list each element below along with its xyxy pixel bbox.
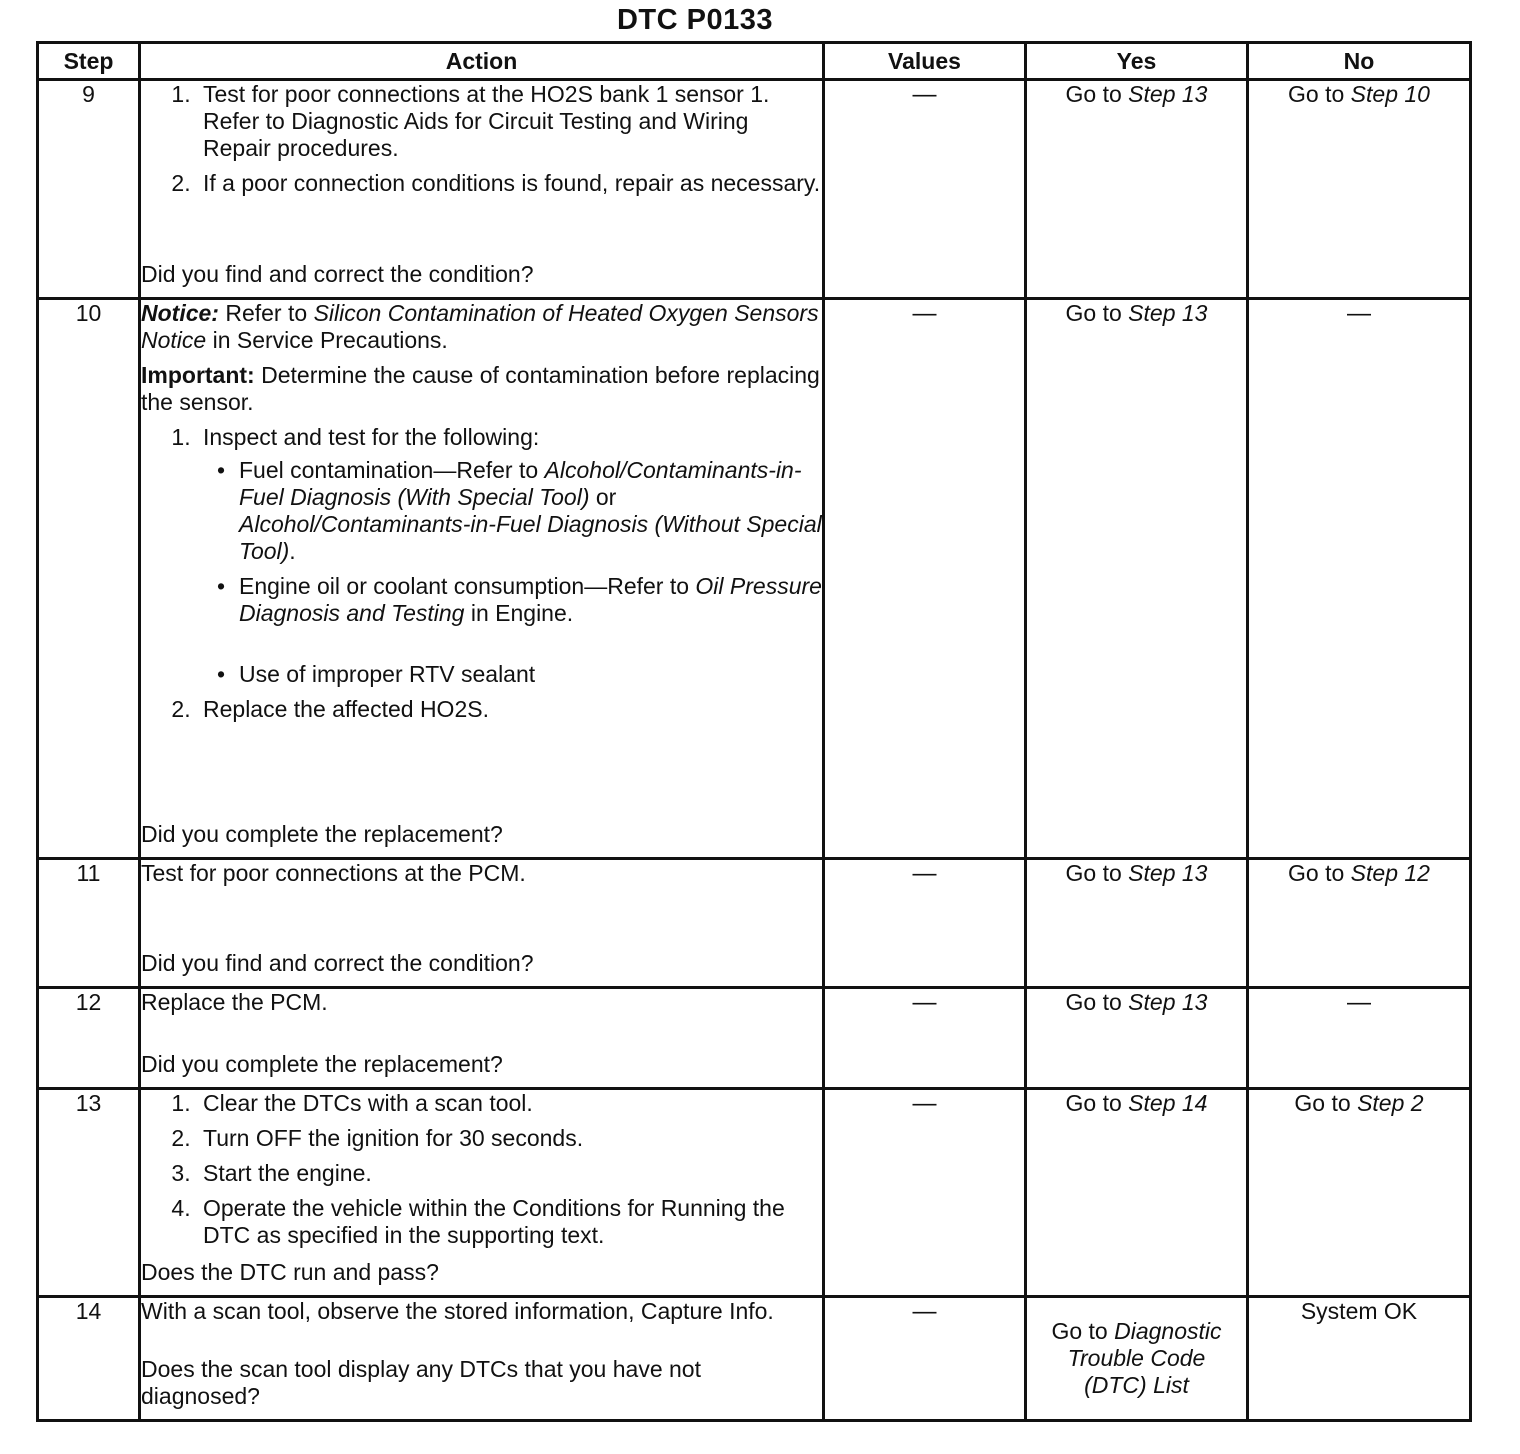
no-prefix: Go to bbox=[1294, 1090, 1358, 1116]
table-row bbox=[38, 1089, 1471, 1297]
bullet-post: in Engine. bbox=[464, 600, 574, 626]
values-cell: — bbox=[824, 1297, 1026, 1421]
page-title: DTC P0133 bbox=[616, 4, 773, 36]
yes-prefix: Go to bbox=[1065, 1090, 1129, 1116]
diagnostic-table bbox=[36, 41, 1472, 1422]
yes-prefix: Go to bbox=[1065, 860, 1129, 886]
no-cell bbox=[1248, 1089, 1471, 1297]
action-steps bbox=[141, 81, 822, 205]
yes-cell bbox=[1026, 988, 1248, 1089]
action-step-item: 2. If a poor connection conditions is found, repair as necessary. bbox=[197, 170, 822, 197]
action-cell bbox=[140, 80, 824, 299]
yes-cell bbox=[1026, 1297, 1248, 1421]
table-row bbox=[38, 80, 1471, 299]
notice-pre: Refer to bbox=[218, 300, 314, 326]
yes-cell bbox=[1026, 859, 1248, 988]
yes-prefix: Go to bbox=[1065, 989, 1129, 1015]
action-cell bbox=[140, 1089, 824, 1297]
values-cell: — bbox=[824, 80, 1026, 299]
yes-cell bbox=[1026, 80, 1248, 299]
no-cell bbox=[1248, 859, 1471, 988]
action-step-text: Inspect and test for the following: bbox=[203, 424, 540, 450]
yes-step-link[interactable]: Step 13 bbox=[1128, 81, 1208, 107]
values-cell: — bbox=[824, 988, 1026, 1089]
values-cell: — bbox=[824, 1089, 1026, 1297]
step-number: 12 bbox=[38, 988, 140, 1089]
action-step-item: 1. Clear the DTCs with a scan tool. bbox=[197, 1090, 822, 1117]
notice-ref-link[interactable]: Silicon Contamination of Heated Oxygen Sensors Notice bbox=[141, 300, 819, 353]
ref-link[interactable]: Alcohol/Contaminants-in-Fuel Diagnosis (With Special Tool) bbox=[239, 457, 802, 510]
notice-post: in Service Precautions. bbox=[206, 327, 448, 353]
values-cell: — bbox=[824, 299, 1026, 859]
step-number: 13 bbox=[38, 1089, 140, 1297]
yes-step-link[interactable]: Step 13 bbox=[1128, 300, 1208, 326]
header-action: Action bbox=[140, 43, 824, 80]
action-cell bbox=[140, 859, 824, 988]
action-question: Does the scan tool display any DTCs that you have not diagnosed? bbox=[141, 1356, 701, 1409]
important-text bbox=[141, 362, 822, 416]
action-question: Does the DTC run and pass? bbox=[141, 1259, 439, 1285]
action-step-item bbox=[197, 424, 822, 688]
values-cell: — bbox=[824, 859, 1026, 988]
bullet-list bbox=[203, 457, 822, 688]
action-question: Did you complete the replacement? bbox=[141, 821, 503, 847]
action-text: Test for poor connections at the PCM. bbox=[141, 860, 526, 886]
no-cell: — bbox=[1248, 988, 1471, 1089]
step-number: 14 bbox=[38, 1297, 140, 1421]
table-row bbox=[38, 988, 1471, 1089]
action-step-item: 4. Operate the vehicle within the Conditions for Running the DTC as specified in the supporting text. bbox=[197, 1195, 822, 1249]
bullet-pre: Fuel contamination—Refer to bbox=[239, 457, 545, 483]
bullet-item: • Use of improper RTV sealant bbox=[239, 661, 822, 688]
yes-prefix: Go to bbox=[1065, 81, 1129, 107]
action-question: Did you find and correct the condition? bbox=[141, 950, 534, 976]
no-step-link[interactable]: Step 12 bbox=[1350, 860, 1430, 886]
bullet-item bbox=[239, 457, 822, 565]
no-prefix: Go to bbox=[1288, 860, 1351, 886]
header-yes: Yes bbox=[1026, 43, 1248, 80]
table-row bbox=[38, 859, 1471, 988]
action-cell bbox=[140, 299, 824, 859]
header-step: Step bbox=[38, 43, 140, 80]
action-steps bbox=[141, 1090, 822, 1257]
yes-step-link[interactable]: Step 13 bbox=[1128, 989, 1208, 1015]
action-step-item: 3. Start the engine. bbox=[197, 1160, 822, 1187]
yes-prefix: Go to bbox=[1065, 300, 1129, 326]
yes-step-link[interactable]: Step 14 bbox=[1128, 1090, 1208, 1116]
action-text: With a scan tool, observe the stored information, Capture Info. bbox=[141, 1298, 774, 1324]
action-text: Replace the PCM. bbox=[141, 989, 328, 1015]
bullet-pre: Engine oil or coolant consumption—Refer to bbox=[239, 573, 696, 599]
header-no: No bbox=[1248, 43, 1471, 80]
yes-step-link[interactable]: Step 13 bbox=[1128, 860, 1208, 886]
yes-cell bbox=[1026, 1089, 1248, 1297]
action-cell bbox=[140, 988, 824, 1089]
action-step-item: 2. Turn OFF the ignition for 30 seconds. bbox=[197, 1125, 822, 1152]
yes-prefix: Go to bbox=[1051, 1318, 1115, 1344]
bullet-item bbox=[239, 573, 822, 627]
ref-link[interactable]: Oil Pressure Diagnosis and Testing bbox=[239, 573, 822, 626]
no-cell bbox=[1248, 80, 1471, 299]
important-label: Important: bbox=[141, 362, 255, 388]
action-steps bbox=[141, 424, 822, 731]
important-body: Determine the cause of contamination before replacing the sensor. bbox=[141, 362, 820, 415]
no-cell: — bbox=[1248, 299, 1471, 859]
step-number: 10 bbox=[38, 299, 140, 859]
action-question: Did you complete the replacement? bbox=[141, 1051, 503, 1077]
yes-dtc-list-link[interactable]: Diagnostic Trouble Code (DTC) List bbox=[1067, 1318, 1222, 1398]
yes-cell bbox=[1026, 299, 1248, 859]
ref-link[interactable]: Alcohol/Contaminants-in-Fuel Diagnosis (Without Special Tool) bbox=[239, 511, 822, 564]
step-number: 11 bbox=[38, 859, 140, 988]
action-cell bbox=[140, 1297, 824, 1421]
bullet-post: . bbox=[289, 538, 296, 564]
table-row bbox=[38, 299, 1471, 859]
no-cell: System OK bbox=[1248, 1297, 1471, 1421]
action-question: Did you find and correct the condition? bbox=[141, 261, 534, 287]
action-step-item: 1. Test for poor connections at the HO2S bank 1 sensor 1. Refer to Diagnostic Aids for Circuit Testing and Wiring Repair procedures. bbox=[197, 81, 822, 162]
header-row bbox=[38, 43, 1471, 80]
bullet-mid: or bbox=[589, 484, 617, 510]
header-values: Values bbox=[824, 43, 1026, 80]
no-prefix: Go to bbox=[1288, 81, 1351, 107]
no-step-link[interactable]: Step 2 bbox=[1357, 1090, 1424, 1116]
step-number: 9 bbox=[38, 80, 140, 299]
notice-text bbox=[141, 300, 822, 354]
no-step-link[interactable]: Step 10 bbox=[1350, 81, 1430, 107]
notice-label: Notice: bbox=[141, 300, 219, 326]
action-step-item: 2. Replace the affected HO2S. bbox=[197, 696, 822, 723]
table-row bbox=[38, 1297, 1471, 1421]
